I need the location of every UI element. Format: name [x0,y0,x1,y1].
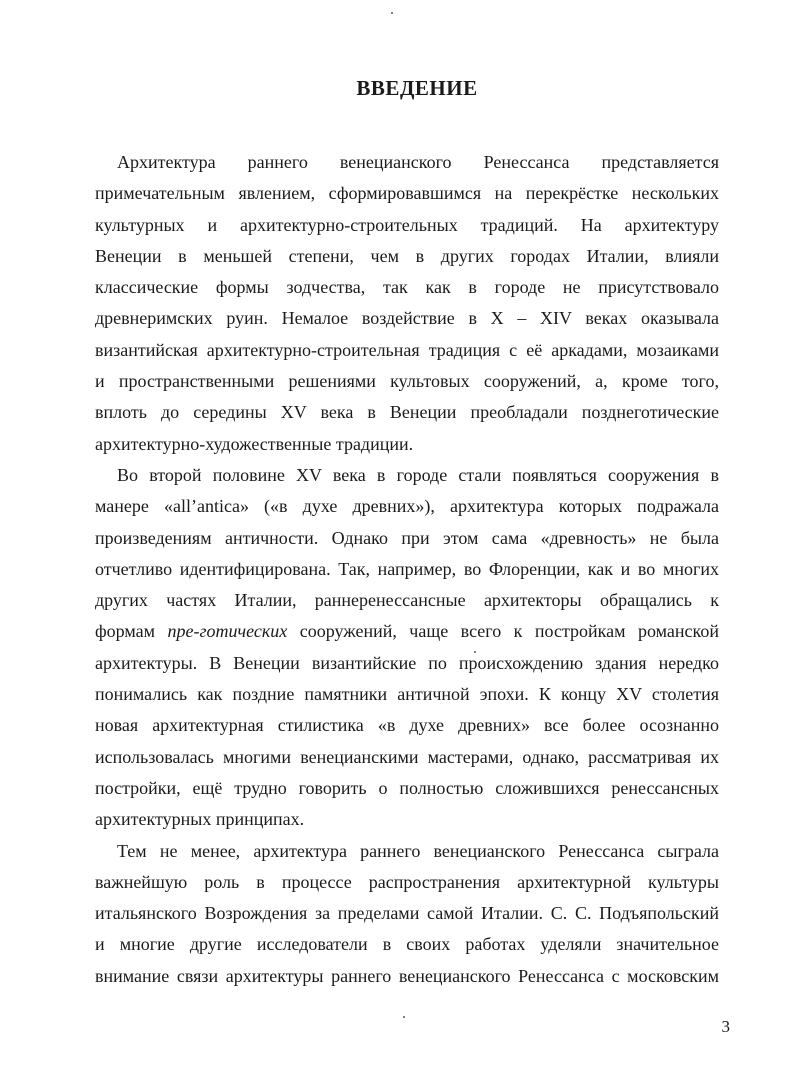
paragraph-3 [95,836,719,992]
text-line: важнейшую роль в процессе распространения архитектурной культуры [95,871,719,892]
scan-speck [391,12,393,14]
text-line: итальянского Возрождения за пределами самой Италии. С. С. Подъяпольский [95,903,719,924]
text-line: Венеции в меньшей степени, чем в других городах Италии, влияли [95,245,719,266]
text-line: и пространственными решениями культовых сооружений, а, кроме того, [95,371,719,392]
paragraph-1 [95,147,719,460]
text-fragment: формам [95,621,168,642]
text-line: внимание связи архитектуры раннего венецианского Ренессанса с московским [95,965,719,986]
text-line: Тем не менее, архитектура раннего венецианского Ренессанса сыграла [117,840,719,861]
body-text [95,147,719,992]
text-line: классические формы зодчества, так как в городе не присутствовало [95,277,719,298]
text-line: вплоть до середины XV века в Венеции преобладали позднеготические [95,402,719,423]
text-line: архитектурно-художественные традиции. [95,433,414,454]
text-line: древнеримских руин. Немалое воздействие в X – XIV веках оказывала [95,308,719,329]
text-line: использовалась многими венецианскими мастерами, однако, рассматривая их [95,746,719,767]
text-line: культурных и архитектурно-строительных традиций. На архитектуру [95,214,719,235]
paragraph-2 [95,460,719,836]
text-line: постройки, ещё трудно говорить о полностью сложившихся ренессансных [95,777,719,798]
scan-speck [403,1016,405,1018]
text-line: Архитектура раннего венецианского Ренессанса представляется [117,152,719,172]
text-fragment: сооружений, чаще всего к постройкам романской [287,621,719,642]
text-line: архитектуры. В Венеции византийские по происхождению здания нередко [95,652,719,673]
page-number: 3 [721,1017,730,1036]
text-line: Во второй половине XV века в городе стали появляться сооружения в [117,464,719,485]
text-line: новая архитектурная стилистика «в духе древних» все более осознанно [95,715,719,736]
text-line: манере «all’antica» («в духе древних»), архитектура которых подражала [95,496,719,517]
text-line: и многие другие исследователи в своих работах уделяли значительное [95,934,719,955]
text-line: отчетливо идентифицирована. Так, например, во Флоренции, как и во многих [95,558,719,579]
text-line: византийская архитектурно-строительная традиция с её аркадами, мозаиками [95,339,719,360]
text-line: архитектурных принципах. [95,809,305,830]
page-title: ВВЕДЕНИЕ [356,76,478,100]
text-line: понимались как поздние памятники античной эпохи. К концу XV столетия [95,684,719,705]
text-line: примечательным явлением, сформировавшимся на перекрёстке нескольких [95,183,719,204]
text-line: произведениям античности. Однако при этом сама «древность» не была [95,527,719,548]
text-line-with-italic [95,616,719,647]
italic-term: пре-готических [167,621,288,642]
text-line: других частях Италии, раннеренессансные архитекторы обращались к [95,590,719,611]
